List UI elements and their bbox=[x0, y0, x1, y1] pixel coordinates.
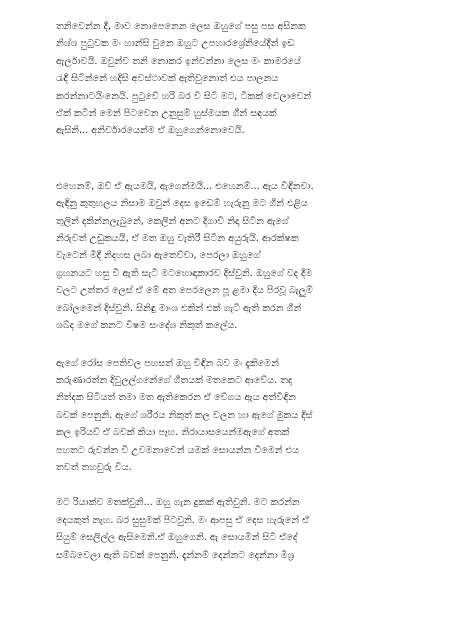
paragraph-1: තනිවෙන්න දී, මාව නොපෙනෙන ලෙස ඔහුගේ පසු පස අසිනක නිශ්ශ පුටුවක මං හාන්සි වුනෙ ඔහුට උපහාර​ශ්‍රේනියේදීත් ඉඩ ඇර්ලාවයි. ඔවුන්ව තනි නොකර ඉන්වන්නා ලෙස මං කාමරයේ රැඳී සිටින්නේ හදිසි අවස්ථාවක් ඇතිවුනොත් එය පාලනය කරන්නාටයිංනෙයි. පුටුවේ හරි බර වී සිටි මට, ටිකක් වෙලාවෙන් ඒක් කටින් මෙන් පිටවෙන උනුසුම් හුස්මයක ගීන් සඳයක් ඇසිනි... අනිර්වාරයෙන්ම ඒ ඔහුගෙන්නොවෙයි. bbox=[56, 21, 312, 137]
paragraph-4: මට රියාක්ව මතක්වුනි... ඔහු ගැන දුකක් ඇතිවුනි. මට කරන්න දෙයකුත් නැහ. බර සුසුමක් පිටවුනි. මං ආපසු ඒ දෙස හැරුනේ ඒ සියුම් සෙලිල්ල ඇසිමෙනි.ඒ ඔහුගෙනි. ඇ සොයමින් සිටි ඒදේ සම්බවෙලා ඇති බවක් පෙනුනි. දැන්නම් දෙන්නට දෙන්නා මිශ්‍ර bbox=[56, 497, 310, 561]
paragraph-2: එහෙනම්, ඔව් ඒ ඇයමයි, ඇගෙන්මයි... එහෙනම්... ඇය විඳිනවා. ඇඳිනු කුතුහලය නිසාම ඔවුන් දෙස ඉඩෙම් හැරුනු මට ගීන් එළිය තුලින් දකින්නලැබුනේ, කෙලින් අනට දිගාවී නිදා සිටින ඇගේ නිරුවත් උඩුකයයි, ඒ මත ඔහු වැතිරී සිටින අයුරුයි. ආරක්ෂක වැටෙන් මිදී නිදහස ලබා ඇතෙව්වා, පෙරලා ඔහුගේ ග්‍රහනයට හසු වී ඇති සැටි මටහොඳාකාරව දිස්වුනි. ඔහුගේ වද දීම වලට උත්තර ලෙස් ඒ මේ අත පෙරලෙන පූ ළමා දිය පිරවූ බැලුම් බෝලමෙන් දිස්වුනි. සිනිඳු මාංශ එකින් එක් ගැටී ඇති කරන ගීන් ශබ්ද මගේ කනට විෂම සංදේශ නිකුත් කලේය. bbox=[56, 180, 314, 332]
paragraph-3: ඇගේ රෝස පෙතිවල පහසත් ඔහු විඳින බව මං දැකිමෙන් කරුණාරත්න දිවුලල්ගනේගේ ගීතයක් මතකෙට ආවේය. තද නිත්දක සිටියත් තමා මත ඇතිකෙරන ඒ වේගය ඇය අත්විඳින බවක් පෙනුනි. ඇගේ ශරීරය නිකුත් කල වලන හා ඇගේ මුකය දිස් කල ඉරියව් ඒ බවක් කියා පෑහ. නිරායාසයෙන්මඇගේ අතක් පහතට රුවන්න වී උවමනාවෙන් යමක් සොයන්න වීමෙන් එය තවත් තහවුරු විය. bbox=[56, 357, 313, 473]
